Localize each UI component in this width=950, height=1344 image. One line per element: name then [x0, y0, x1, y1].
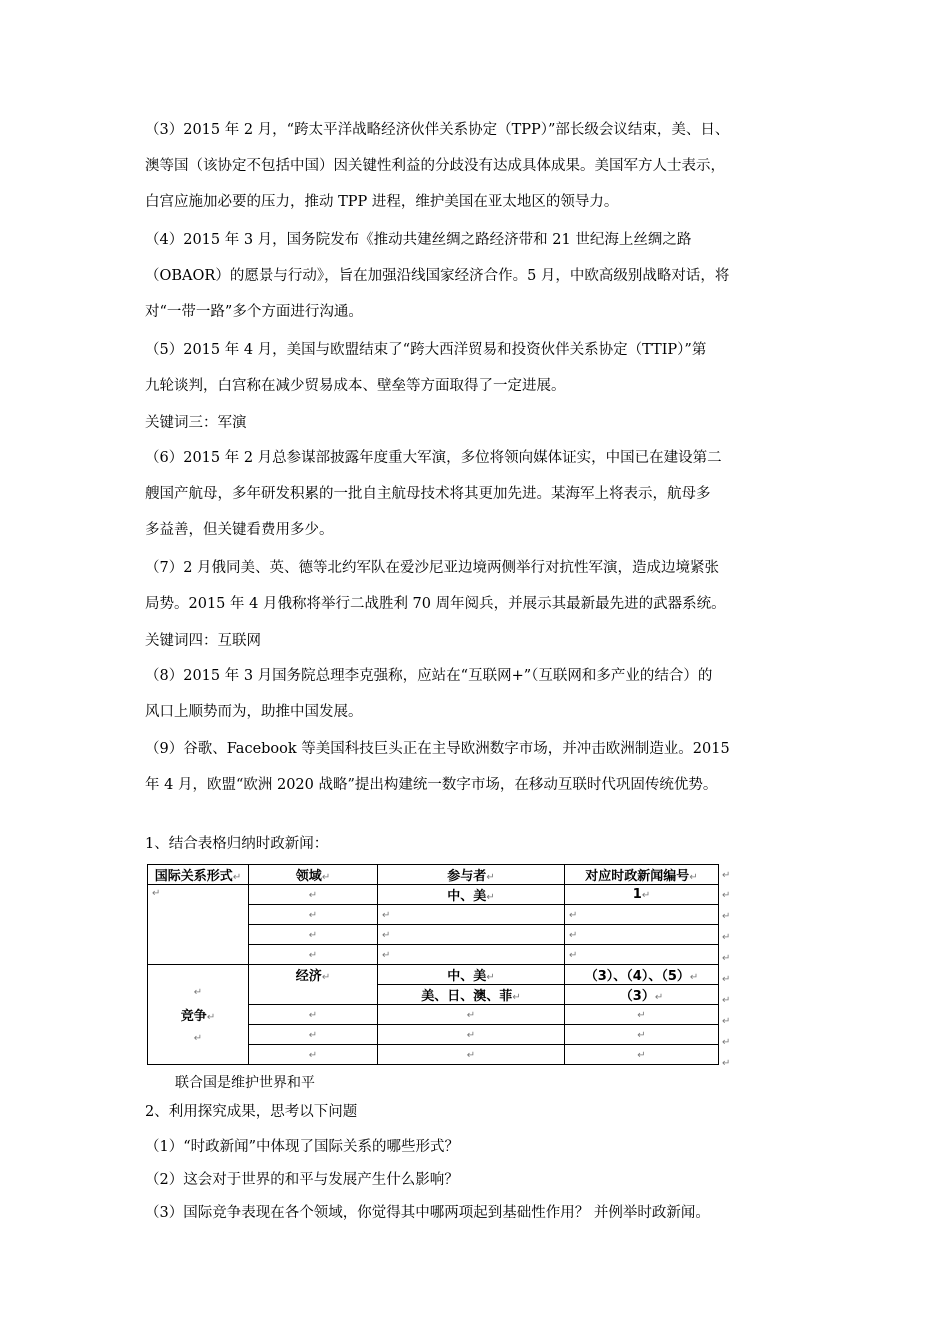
participants-cell[interactable]: 美、日、澳、菲↵ — [378, 985, 565, 1005]
form-cell-competition[interactable]: ↵ 竞争↵ ↵ — [148, 965, 249, 1065]
news-number-cell[interactable]: ↵ — [565, 1005, 719, 1025]
section-1-title: 1、结合表格归纳时政新闻： — [145, 836, 329, 852]
row-end-mark: ↵ — [722, 911, 731, 922]
header-participants: 参与者↵ — [378, 865, 565, 885]
row-end-mark: ↵ — [722, 974, 731, 985]
paragraph-3: （3）2015 年 2 月，“跨太平洋战略经济伙伴关系协定（TPP）”部长级会议结束，美、日、 澳等国（该协定不包括中国）因关键性利益的分歧没有达成具体成果。美国军方人士表示， 白宫应施加必要的压力，推动 TPP 进程，维护美国在亚太地区的领导力。 — [145, 122, 730, 210]
paragraph-9: （9）谷歌、Facebook 等美国科技巨头正在主导欧洲数字市场，并冲击欧洲制造业。2015 年 4 月，欧盟“欧洲 2020 战略”提出构建统一数字市场，在移动互联时代巩固传统优势。 — [145, 741, 730, 793]
header-field: 领域↵ — [249, 865, 378, 885]
header-form: 国际关系形式↵ — [148, 865, 249, 885]
row-end-mark: ↵ — [722, 995, 731, 1006]
row-end-mark: ↵ — [722, 932, 731, 943]
paragraph-4: （4）2015 年 3 月，国务院发布《推动共建丝绸之路经济带和 21 世纪海上丝绸之路 （OBAOR）的愿景与行动》，旨在加强沿线国家经济合作。5 月，中欧高级别战略对话，将 对“一带一路”多个方面进行沟通。 — [145, 232, 730, 320]
field-cell[interactable]: ↵ — [249, 1005, 378, 1025]
field-cell[interactable]: ↵ — [249, 945, 378, 965]
table-row — [148, 885, 719, 905]
form-cell-empty[interactable]: ↵ — [148, 885, 249, 965]
row-end-mark: ↵ — [722, 1058, 731, 1069]
row-end-mark: ↵ — [722, 953, 731, 964]
question-3: （3）国际竞争表现在各个领域，你觉得其中哪两项起到基础性作用？ 并例举时政新闻。 — [145, 1205, 710, 1221]
participants-cell[interactable]: ↵ — [378, 1025, 565, 1045]
news-number-cell[interactable]: （3）↵ — [565, 985, 719, 1005]
news-number-cell[interactable]: ↵ — [565, 1045, 719, 1065]
news-number-cell[interactable]: ↵ — [565, 1025, 719, 1045]
field-cell[interactable]: ↵ — [249, 925, 378, 945]
news-number-cell[interactable]: ↵ — [565, 905, 719, 925]
field-cell-economy[interactable]: 经济↵ — [249, 965, 378, 1005]
news-summary-table — [147, 864, 719, 1065]
table-header-row — [148, 865, 719, 885]
header-news-number: 对应时政新闻编号↵ — [565, 865, 719, 885]
paragraph-8: （8）2015 年 3 月国务院总理李克强称，应站在“互联网+”（互联网和多产业的结合）的 风口上顺势而为，助推中国发展。 — [145, 668, 713, 720]
paragraph-7: （7）2 月俄同美、英、德等北约军队在爱沙尼亚边境两侧举行对抗性军演，造成边境紧张 局势。2015 年 4 月俄称将举行二战胜利 70 周年阅兵，并展示其最新最先进的武器系统。 — [145, 560, 726, 612]
clipped-text-fragment: 联合国是维护世界和平 — [175, 1075, 315, 1091]
participants-cell[interactable]: ↵ — [378, 1005, 565, 1025]
section-2-title: 2、利用探究成果，思考以下问题 — [145, 1104, 358, 1120]
participants-cell[interactable]: 中、美↵ — [378, 965, 565, 985]
news-number-cell[interactable]: （3）、（4）、（5）↵ — [565, 965, 719, 985]
participants-cell[interactable]: ↵ — [378, 1045, 565, 1065]
news-number-cell[interactable]: ↵ — [565, 925, 719, 945]
question-1: （1）“时政新闻”中体现了国际关系的哪些形式？ — [145, 1139, 460, 1155]
question-2: （2）这会对于世界的和平与发展产生什么影响？ — [145, 1172, 459, 1188]
news-number-cell[interactable]: ↵ — [565, 945, 719, 965]
participants-cell[interactable]: ↵ — [378, 905, 565, 925]
keyword-3-heading: 关键词三：军演 — [145, 415, 247, 431]
row-end-mark: ↵ — [722, 870, 731, 881]
field-cell[interactable]: ↵ — [249, 1025, 378, 1045]
participants-cell[interactable]: 中、美↵ — [378, 885, 565, 905]
participants-cell[interactable]: ↵ — [378, 945, 565, 965]
row-end-mark: ↵ — [722, 1037, 731, 1048]
field-cell[interactable]: ↵ — [249, 885, 378, 905]
paragraph-6: （6）2015 年 2 月总参谋部披露年度重大军演，多位将领向媒体证实，中国已在建设第二 艘国产航母，多年研发积累的一批自主航母技术将其更加先进。某海军上将表示，航母多 多益善，但关键看费用多少。 — [145, 450, 722, 538]
row-end-mark: ↵ — [722, 1016, 731, 1027]
keyword-4-heading: 关键词四：互联网 — [145, 633, 261, 649]
participants-cell[interactable]: ↵ — [378, 925, 565, 945]
field-cell[interactable]: ↵ — [249, 905, 378, 925]
paragraph-5: （5）2015 年 4 月，美国与欧盟结束了“跨大西洋贸易和投资伙伴关系协定（TTIP）”第 九轮谈判，白宫称在减少贸易成本、壁垒等方面取得了一定进展。 — [145, 342, 707, 394]
row-end-mark: ↵ — [722, 890, 731, 901]
news-number-cell[interactable]: 1↵ — [565, 885, 719, 905]
table-row — [148, 965, 719, 985]
field-cell[interactable]: ↵ — [249, 1045, 378, 1065]
